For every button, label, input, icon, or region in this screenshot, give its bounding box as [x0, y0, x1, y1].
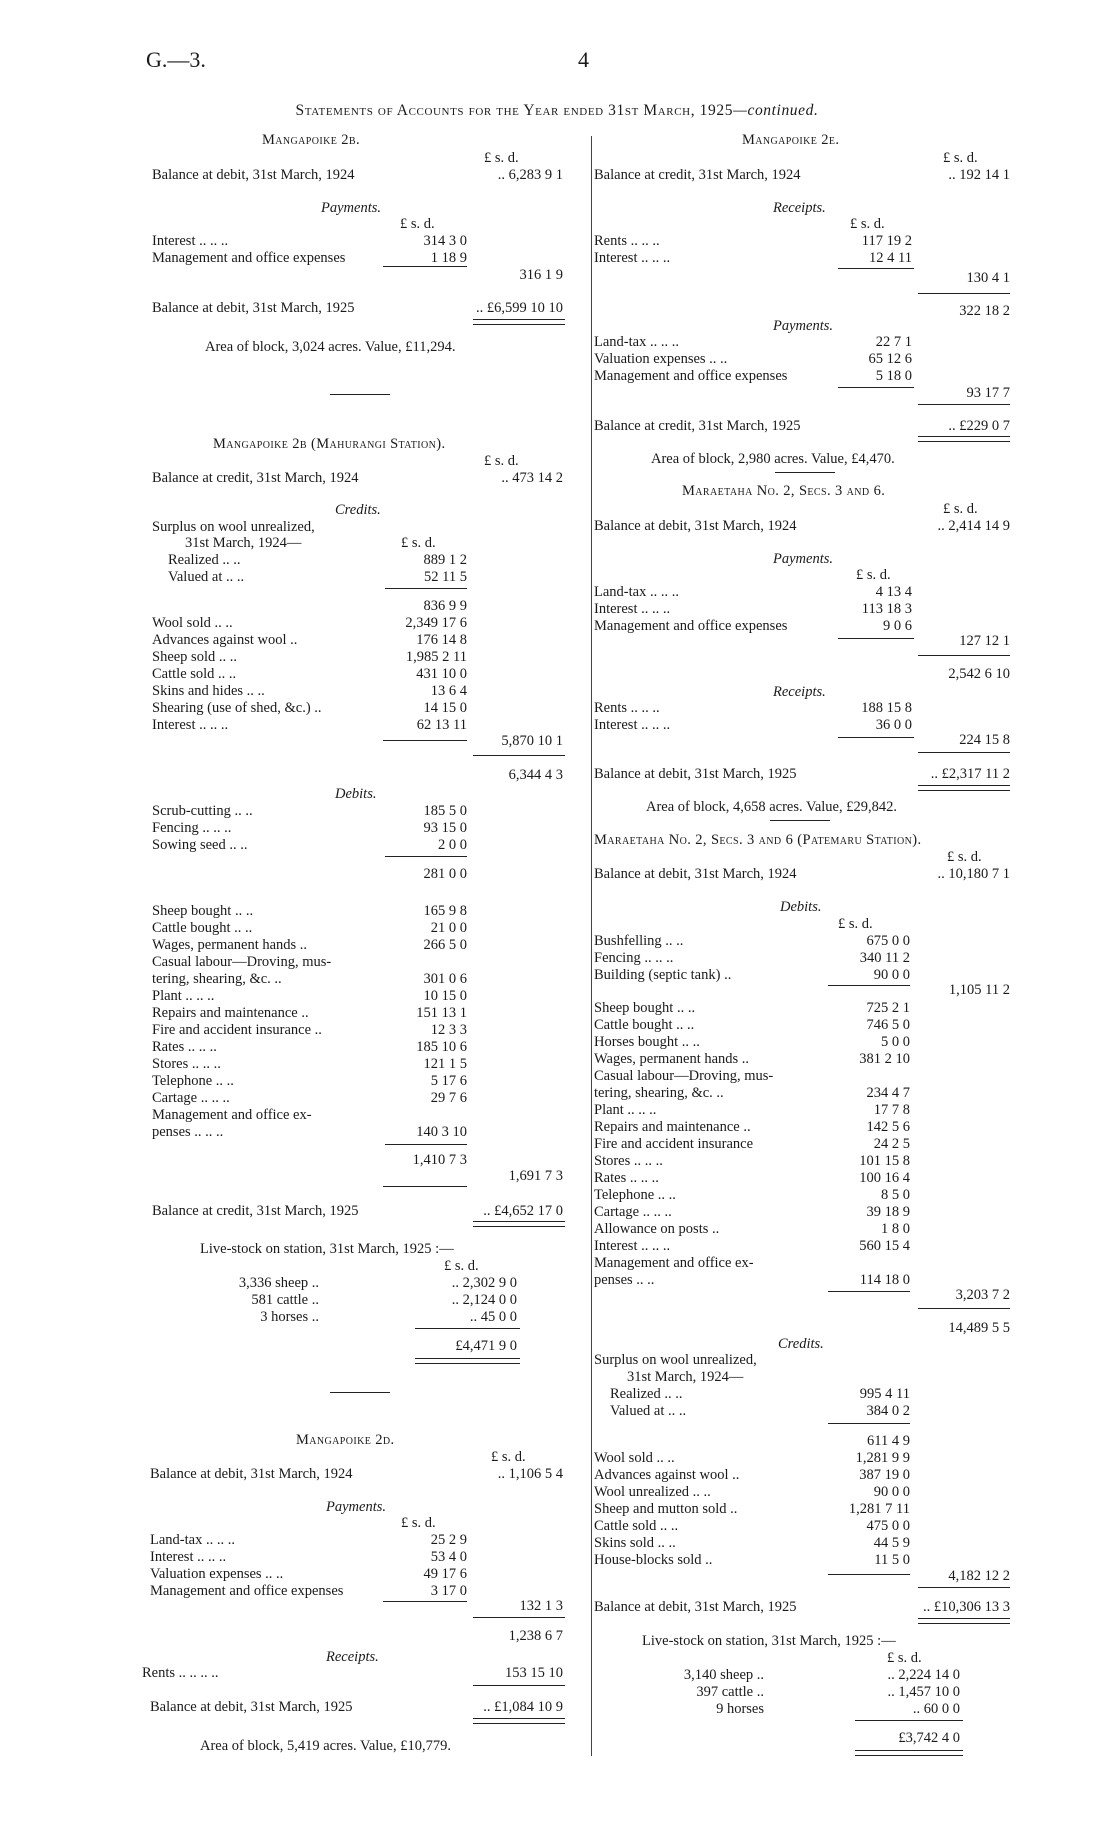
closing-balance-label: Balance at credit, 31st March, 1925 [152, 1203, 359, 1219]
surplus-date: 31st March, 1924— [185, 535, 302, 551]
debit-amount: 340 11 2 [859, 950, 910, 966]
rule [838, 737, 914, 738]
debit-amount: 725 2 1 [866, 1000, 910, 1016]
opening-balance-amount: .. 473 14 2 [501, 470, 563, 486]
page-title-continued: —continued. [733, 102, 819, 119]
debit-amount: 140 3 10 [416, 1124, 467, 1140]
debit-amount: 114 18 0 [859, 1272, 910, 1288]
rule [838, 638, 914, 639]
surplus-amount: 384 0 2 [866, 1403, 910, 1419]
debit-amount: 5 0 0 [881, 1034, 910, 1050]
section-separator [330, 394, 390, 395]
debit-label: Stores .. .. .. [152, 1056, 221, 1072]
debit-subtotal: 1,410 7 3 [412, 1152, 467, 1168]
credit-label: Wool sold .. .. [594, 1450, 675, 1466]
credits-caption: Credits. [335, 502, 381, 518]
closing-balance-amount: .. £1,084 10 9 [483, 1699, 563, 1715]
debit-label: Casual labour—Droving, mus- [152, 954, 332, 970]
rule [383, 740, 467, 741]
debit-amount: 746 5 0 [866, 1017, 910, 1033]
opening-balance-label: Balance at credit, 31st March, 1924 [152, 470, 359, 486]
debits-total: 1,691 7 3 [508, 1168, 563, 1184]
payments-total: 132 1 3 [519, 1598, 563, 1614]
payments-total: 316 1 9 [519, 267, 563, 283]
opening-balance-label: Balance at debit, 31st March, 1924 [594, 518, 797, 534]
livestock-label: 581 cattle .. [251, 1292, 319, 1308]
credit-label: Wool sold .. .. [152, 615, 233, 631]
debit-amount: 12 3 3 [430, 1022, 467, 1038]
receipt-label: Rents .. .. .. [594, 700, 660, 716]
credit-amount: 431 10 0 [416, 666, 467, 682]
rule [838, 268, 914, 269]
section-title-mangapoike-2d: Mangapoike 2d. [296, 1432, 395, 1448]
double-rule [855, 1750, 963, 1756]
debit-amount: 24 2 5 [873, 1136, 910, 1152]
rule [855, 1720, 963, 1721]
payment-label: Interest .. .. .. [594, 601, 671, 617]
debit-amount: 17 7 8 [873, 1102, 910, 1118]
payment-label: Interest .. .. .. [152, 233, 229, 249]
rule [918, 655, 1010, 656]
currency-header: £ s. d. [484, 453, 519, 469]
credit-label: Sheep and mutton sold .. [594, 1501, 738, 1517]
debit-amount: 121 1 5 [423, 1056, 467, 1072]
closing-balance-amount: .. £10,306 13 3 [923, 1599, 1010, 1615]
livestock-label: 3,336 sheep .. [238, 1275, 319, 1291]
rule [828, 985, 910, 986]
surplus-label: Realized .. .. [168, 552, 241, 568]
livestock-amount: .. 2,224 14 0 [887, 1667, 960, 1683]
section-separator [770, 820, 830, 821]
opening-balance-amount: .. 10,180 7 1 [937, 866, 1010, 882]
debit-label: Sowing seed .. .. [152, 837, 248, 853]
receipt-label: Interest .. .. .. [594, 717, 671, 733]
closing-balance-label: Balance at debit, 31st March, 1925 [152, 300, 355, 316]
receipts-caption: Receipts. [773, 200, 826, 216]
surplus-label: Valued at .. .. [168, 569, 245, 585]
receipt-amount: 12 4 11 [869, 250, 912, 266]
opening-balance-label: Balance at debit, 31st March, 1924 [152, 167, 355, 183]
payment-label: Valuation expenses .. .. [150, 1566, 284, 1582]
debit-label: penses .. .. [594, 1272, 655, 1288]
double-rule [918, 436, 1010, 442]
payments-caption: Payments. [321, 200, 381, 216]
credit-amount: 387 19 0 [859, 1467, 910, 1483]
surplus-label: Realized .. .. [610, 1386, 683, 1402]
debit-amount: 2 0 0 [438, 837, 467, 853]
livestock-amount: .. 45 0 0 [469, 1309, 517, 1325]
credit-amount: 13 6 4 [430, 683, 467, 699]
livestock-label: 3 horses .. [260, 1309, 319, 1325]
debit-amount: 151 13 1 [416, 1005, 467, 1021]
surplus-label: Surplus on wool unrealized, [152, 519, 315, 535]
debit-label: tering, shearing, &c. .. [594, 1085, 724, 1101]
debit-subtotal: 1,105 11 2 [948, 982, 1010, 998]
debit-label: Stores .. .. .. [594, 1153, 663, 1169]
livestock-label: 397 cattle .. [696, 1684, 764, 1700]
receipts-caption: Receipts. [326, 1649, 379, 1665]
livestock-amount: .. 2,302 9 0 [451, 1275, 517, 1291]
currency-header: £ s. d. [943, 501, 978, 517]
credits-total: 5,870 10 1 [501, 733, 563, 749]
credit-amount: 11 5 0 [874, 1552, 910, 1568]
livestock-currency-header: £ s. d. [444, 1258, 479, 1274]
closing-balance-amount: .. £2,317 11 2 [930, 766, 1010, 782]
surplus-date: 31st March, 1924— [627, 1369, 744, 1385]
debit-label: Fire and accident insurance [594, 1136, 754, 1152]
livestock-currency-header: £ s. d. [887, 1650, 922, 1666]
header-doc-ref: G.—3. [146, 47, 206, 72]
area-value-note: Area of block, 3,024 acres. Value, £11,294. [205, 339, 456, 355]
credit-amount: 475 0 0 [866, 1518, 910, 1534]
payment-label: Management and office expenses [594, 368, 788, 384]
section-separator [775, 472, 835, 473]
credit-label: Sheep sold .. .. [152, 649, 237, 665]
receipt-amount: 188 15 8 [861, 700, 912, 716]
debit-amount: 93 15 0 [423, 820, 467, 836]
debits-currency-header: £ s. d. [838, 916, 873, 932]
credit-amount: 1,281 9 9 [855, 1450, 910, 1466]
livestock-amount: .. 2,124 0 0 [451, 1292, 517, 1308]
receipt-label-rents: Rents .. .. .. .. [142, 1665, 219, 1681]
opening-balance-amount: .. 6,283 9 1 [497, 167, 563, 183]
debit-label: Fencing .. .. .. [594, 950, 674, 966]
rule [473, 1685, 565, 1686]
debit-amount: 560 15 4 [859, 1238, 910, 1254]
debit-amount: 381 2 10 [859, 1051, 910, 1067]
debit-label: Rates .. .. .. [594, 1170, 659, 1186]
payment-label: Land-tax .. .. .. [150, 1532, 235, 1548]
debit-amount: 301 0 6 [423, 971, 467, 987]
header-page-number: 4 [578, 47, 589, 72]
closing-balance-amount: .. £229 0 7 [948, 418, 1010, 434]
opening-balance-amount: .. 1,106 5 4 [497, 1466, 563, 1482]
livestock-amount: .. 60 0 0 [912, 1701, 960, 1717]
closing-balance-label: Balance at debit, 31st March, 1925 [150, 1699, 353, 1715]
rule [918, 752, 1010, 753]
receipt-label: Interest .. .. .. [594, 250, 671, 266]
debit-amount: 185 5 0 [423, 803, 467, 819]
debit-label: Cartage .. .. .. [152, 1090, 230, 1106]
double-rule [415, 1358, 520, 1364]
area-value-note: Area of block, 4,658 acres. Value, £29,842. [646, 799, 897, 815]
payments-caption: Payments. [773, 551, 833, 567]
section-title-mangapoike-2b: Mangapoike 2b. [262, 132, 360, 148]
debit-label: Horses bought .. .. [594, 1034, 700, 1050]
debit-label: Telephone .. .. [152, 1073, 234, 1089]
debit-amount: 1 8 0 [881, 1221, 910, 1237]
surplus-total: 836 9 9 [423, 598, 467, 614]
payments-currency-header: £ s. d. [856, 567, 891, 583]
livestock-amount: .. 1,457 10 0 [887, 1684, 960, 1700]
rule [383, 266, 467, 267]
credit-label: Interest .. .. .. [152, 717, 229, 733]
closing-balance-label: Balance at debit, 31st March, 1925 [594, 1599, 797, 1615]
receipt-amount: 36 0 0 [875, 717, 912, 733]
debit-label: Interest .. .. .. [594, 1238, 671, 1254]
debit-amount: 165 9 8 [423, 903, 467, 919]
debits-caption: Debits. [780, 899, 822, 915]
opening-balance-label: Balance at debit, 31st March, 1924 [594, 866, 797, 882]
credit-label: Advances against wool .. [594, 1467, 740, 1483]
credit-label: Cattle sold .. .. [594, 1518, 679, 1534]
debit-amount: 39 18 9 [866, 1204, 910, 1220]
debit-label: Cattle bought .. .. [152, 920, 253, 936]
rule [838, 387, 914, 388]
surplus-amount: 995 4 11 [859, 1386, 910, 1402]
rule [828, 1574, 910, 1575]
credit-label: Shearing (use of shed, &c.) .. [152, 700, 322, 716]
payment-amount: 49 17 6 [423, 1566, 467, 1582]
currency-header: £ s. d. [947, 849, 982, 865]
debit-subtotal: 3,203 7 2 [955, 1287, 1010, 1303]
debit-label: Telephone .. .. [594, 1187, 676, 1203]
debit-amount: 266 5 0 [423, 937, 467, 953]
rule [918, 293, 1010, 294]
payment-amount: 3 17 0 [430, 1583, 467, 1599]
payments-total: 93 17 7 [966, 385, 1010, 401]
payment-label: Management and office expenses [594, 618, 788, 634]
grand-total: 6,344 4 3 [508, 767, 563, 783]
credit-label: House-blocks sold .. [594, 1552, 713, 1568]
area-value-note: Area of block, 2,980 acres. Value, £4,470. [651, 451, 895, 467]
debit-label: tering, shearing, &c. .. [152, 971, 282, 987]
debit-amount: 675 0 0 [866, 933, 910, 949]
section-title-mahurangi-station: Mangapoike 2b (Mahurangi Station). [213, 436, 446, 452]
payment-amount: 314 3 0 [423, 233, 467, 249]
debit-amount: 29 7 6 [430, 1090, 467, 1106]
payment-amount: 5 18 0 [875, 368, 912, 384]
closing-balance-amount: .. £4,652 17 0 [483, 1203, 563, 1219]
debit-label: Casual labour—Droving, mus- [594, 1068, 774, 1084]
opening-balance-label: Balance at debit, 31st March, 1924 [150, 1466, 353, 1482]
debit-label: Scrub-cutting .. .. [152, 803, 253, 819]
receipts-total: 224 15 8 [959, 732, 1010, 748]
debit-label: Allowance on posts .. [594, 1221, 720, 1237]
surplus-total: 611 4 9 [867, 1433, 910, 1449]
page-title: Statements of Accounts for the Year ended 31st March, 1925—continued. [295, 102, 819, 119]
livestock-label: 9 horses [716, 1701, 764, 1717]
debit-label: Cartage .. .. .. [594, 1204, 672, 1220]
credits-total: 4,182 12 2 [948, 1568, 1010, 1584]
debit-amount: 100 16 4 [859, 1170, 910, 1186]
rule [473, 1617, 565, 1618]
debit-amount: 8 5 0 [881, 1187, 910, 1203]
rule [385, 588, 467, 589]
livestock-title: Live-stock on station, 31st March, 1925 :— [642, 1633, 896, 1649]
opening-balance-amount: .. 2,414 14 9 [937, 518, 1010, 534]
surplus-amount: 52 11 5 [424, 569, 467, 585]
surplus-label: Surplus on wool unrealized, [594, 1352, 757, 1368]
debit-amount: 21 0 0 [430, 920, 467, 936]
credit-label: Skins and hides .. .. [152, 683, 265, 699]
debit-amount: 10 15 0 [423, 988, 467, 1004]
rule [828, 1423, 910, 1424]
payment-amount: 53 4 0 [430, 1549, 467, 1565]
payment-label: Land-tax .. .. .. [594, 334, 679, 350]
payment-amount: 22 7 1 [875, 334, 912, 350]
debit-label: Management and office ex- [152, 1107, 312, 1123]
payment-amount: 25 2 9 [430, 1532, 467, 1548]
payments-currency-header: £ s. d. [400, 216, 435, 232]
debit-label: Bushfelling .. .. [594, 933, 684, 949]
debit-label: Fencing .. .. .. [152, 820, 232, 836]
credit-label: Advances against wool .. [152, 632, 298, 648]
section-title-mangapoike-2e: Mangapoike 2e. [742, 132, 840, 148]
subtotal: 1,238 6 7 [508, 1628, 563, 1644]
currency-header: £ s. d. [484, 150, 519, 166]
debit-label: Cattle bought .. .. [594, 1017, 695, 1033]
payment-label: Land-tax .. .. .. [594, 584, 679, 600]
receipts-caption: Receipts. [773, 684, 826, 700]
debits-caption: Debits. [335, 786, 377, 802]
double-rule [473, 319, 565, 325]
rule [918, 404, 1010, 405]
debit-amount: 90 0 0 [873, 967, 910, 983]
livestock-label: 3,140 sheep .. [683, 1667, 764, 1683]
rule [385, 1144, 467, 1145]
payment-amount: 113 18 3 [861, 601, 912, 617]
double-rule [473, 1221, 565, 1227]
credit-label: Cattle sold .. .. [152, 666, 237, 682]
rule [918, 1308, 1010, 1309]
debit-label: Management and office ex- [594, 1255, 754, 1271]
receipts-currency-header: £ s. d. [850, 216, 885, 232]
receipts-total: 130 4 1 [966, 270, 1010, 286]
rule [383, 1186, 467, 1187]
double-rule [473, 1718, 565, 1724]
credit-label: Wool unrealized .. .. [594, 1484, 711, 1500]
grand-total: 14,489 5 5 [948, 1320, 1010, 1336]
credits-currency-header: £ s. d. [401, 535, 436, 551]
debit-amount: 234 4 7 [866, 1085, 910, 1101]
closing-balance-amount: .. £6,599 10 10 [476, 300, 563, 316]
livestock-title: Live-stock on station, 31st March, 1925 :— [200, 1241, 454, 1257]
credit-label: Skins sold .. .. [594, 1535, 676, 1551]
debit-label: Sheep bought .. .. [152, 903, 254, 919]
closing-balance-label: Balance at debit, 31st March, 1925 [594, 766, 797, 782]
debit-label: Wages, permanent hands .. [152, 937, 308, 953]
credit-amount: 2,349 17 6 [405, 615, 467, 631]
currency-header: £ s. d. [943, 150, 978, 166]
debit-subtotal: 281 0 0 [423, 866, 467, 882]
credit-amount: 1,985 2 11 [405, 649, 467, 665]
section-title-maraetaha: Maraetaha No. 2, Secs. 3 and 6. [682, 483, 886, 499]
debit-label: Plant .. .. .. [594, 1102, 657, 1118]
payment-label: Management and office expenses [150, 1583, 344, 1599]
rule [415, 1328, 520, 1329]
debit-label: Repairs and maintenance .. [594, 1119, 751, 1135]
livestock-total: £3,742 4 0 [898, 1730, 960, 1746]
payment-amount: 9 0 6 [883, 618, 912, 634]
debit-amount: 185 10 6 [416, 1039, 467, 1055]
debit-label: Rates .. .. .. [152, 1039, 217, 1055]
rule [383, 1601, 467, 1602]
subtotal: 2,542 6 10 [948, 666, 1010, 682]
debit-amount: 5 17 6 [430, 1073, 467, 1089]
debit-label: Plant .. .. .. [152, 988, 215, 1004]
debit-label: Fire and accident insurance .. [152, 1022, 322, 1038]
closing-balance-label: Balance at credit, 31st March, 1925 [594, 418, 801, 434]
debit-label: Building (septic tank) .. [594, 967, 732, 983]
credit-amount: 62 13 11 [416, 717, 467, 733]
livestock-total: £4,471 9 0 [455, 1338, 517, 1354]
double-rule [918, 785, 1010, 791]
column-divider [591, 136, 592, 1756]
debit-label: penses .. .. .. [152, 1124, 224, 1140]
subtotal: 322 18 2 [959, 303, 1010, 319]
payment-amount: 4 13 4 [875, 584, 912, 600]
area-value-note: Area of block, 5,419 acres. Value, £10,779. [200, 1738, 451, 1754]
credit-amount: 176 14 8 [416, 632, 467, 648]
rule [828, 1291, 910, 1292]
payment-label: Valuation expenses .. .. [594, 351, 728, 367]
opening-balance-label: Balance at credit, 31st March, 1924 [594, 167, 801, 183]
rule [385, 856, 467, 857]
credit-amount: 90 0 0 [873, 1484, 910, 1500]
payments-caption: Payments. [326, 1499, 386, 1515]
debit-label: Sheep bought .. .. [594, 1000, 696, 1016]
credit-amount: 14 15 0 [423, 700, 467, 716]
rule [473, 755, 565, 756]
opening-balance-amount: .. 192 14 1 [948, 167, 1010, 183]
receipt-label: Rents .. .. .. [594, 233, 660, 249]
section-title-patemaru-station: Maraetaha No. 2, Secs. 3 and 6 (Patemaru Station). [594, 832, 922, 848]
credits-caption: Credits. [778, 1336, 824, 1352]
payments-caption: Payments. [773, 318, 833, 334]
payment-amount: 65 12 6 [868, 351, 912, 367]
currency-header: £ s. d. [491, 1449, 526, 1465]
receipt-amount-rents: 153 15 10 [505, 1665, 563, 1681]
debit-amount: 101 15 8 [859, 1153, 910, 1169]
payments-currency-header: £ s. d. [401, 1515, 436, 1531]
credit-amount: 44 5 9 [873, 1535, 910, 1551]
payment-label: Interest .. .. .. [150, 1549, 227, 1565]
debit-label: Repairs and maintenance .. [152, 1005, 309, 1021]
debit-amount: 142 5 6 [866, 1119, 910, 1135]
payment-amount: 1 18 9 [430, 250, 467, 266]
surplus-amount: 889 1 2 [423, 552, 467, 568]
section-separator [330, 1392, 390, 1393]
receipt-amount: 117 19 2 [861, 233, 912, 249]
debit-label: Wages, permanent hands .. [594, 1051, 750, 1067]
surplus-label: Valued at .. .. [610, 1403, 687, 1419]
double-rule [918, 1618, 1010, 1624]
rule [918, 1587, 1010, 1588]
credit-amount: 1,281 7 11 [848, 1501, 910, 1517]
payments-total: 127 12 1 [959, 633, 1010, 649]
payment-label: Management and office expenses [152, 250, 346, 266]
